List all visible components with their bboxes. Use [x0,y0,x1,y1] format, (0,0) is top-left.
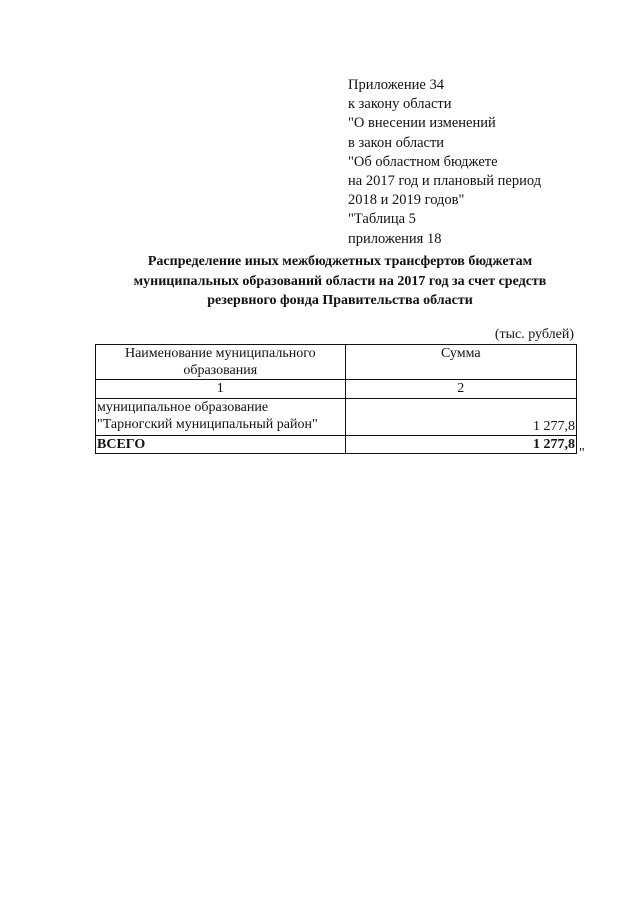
amount-cell: 1 277,8 [345,399,576,436]
table-row [96,399,577,436]
appendix-line: "О внесении изменений [348,115,496,132]
document-title [100,252,580,311]
appendix-line: 2018 и 2019 годов" [348,192,465,209]
appendix-line: к закону области [348,96,452,113]
closing-quote: " [579,446,585,461]
appendix-line: "Об областном бюджете [348,153,498,170]
municipality-name-line: муниципальное образование [97,400,269,415]
header-name: Наименование муниципального образования [96,345,346,380]
table-header-row [96,345,577,380]
appendix-line: "Таблица 5 [348,211,416,228]
units-label: (тыс. рублей) [494,327,574,342]
column-number: 2 [345,380,576,399]
header-sum: Сумма [345,345,576,380]
total-label: ВСЕГО [96,436,346,454]
appendix-line: на 2017 год и плановый период [348,173,542,190]
appendix-header [348,76,541,249]
column-number: 1 [96,380,346,399]
title-line: Распределение иных межбюджетных трансфертов бюджетам [147,254,533,269]
total-amount: 1 277,8 [345,436,576,454]
municipality-name-line: "Тарногский муниципальный район" [97,417,318,432]
transfers-table [95,344,577,454]
appendix-line: приложения 18 [348,230,442,247]
appendix-line: Приложение 34 [348,77,444,93]
appendix-line: в закон области [348,134,445,151]
total-row [96,436,577,454]
title-line: резервного фонда Правительства области [207,293,473,308]
municipality-name-cell [96,399,346,436]
column-number-row [96,380,577,399]
title-line: муниципальных образований области на 2017 год за счет средств [133,273,547,289]
